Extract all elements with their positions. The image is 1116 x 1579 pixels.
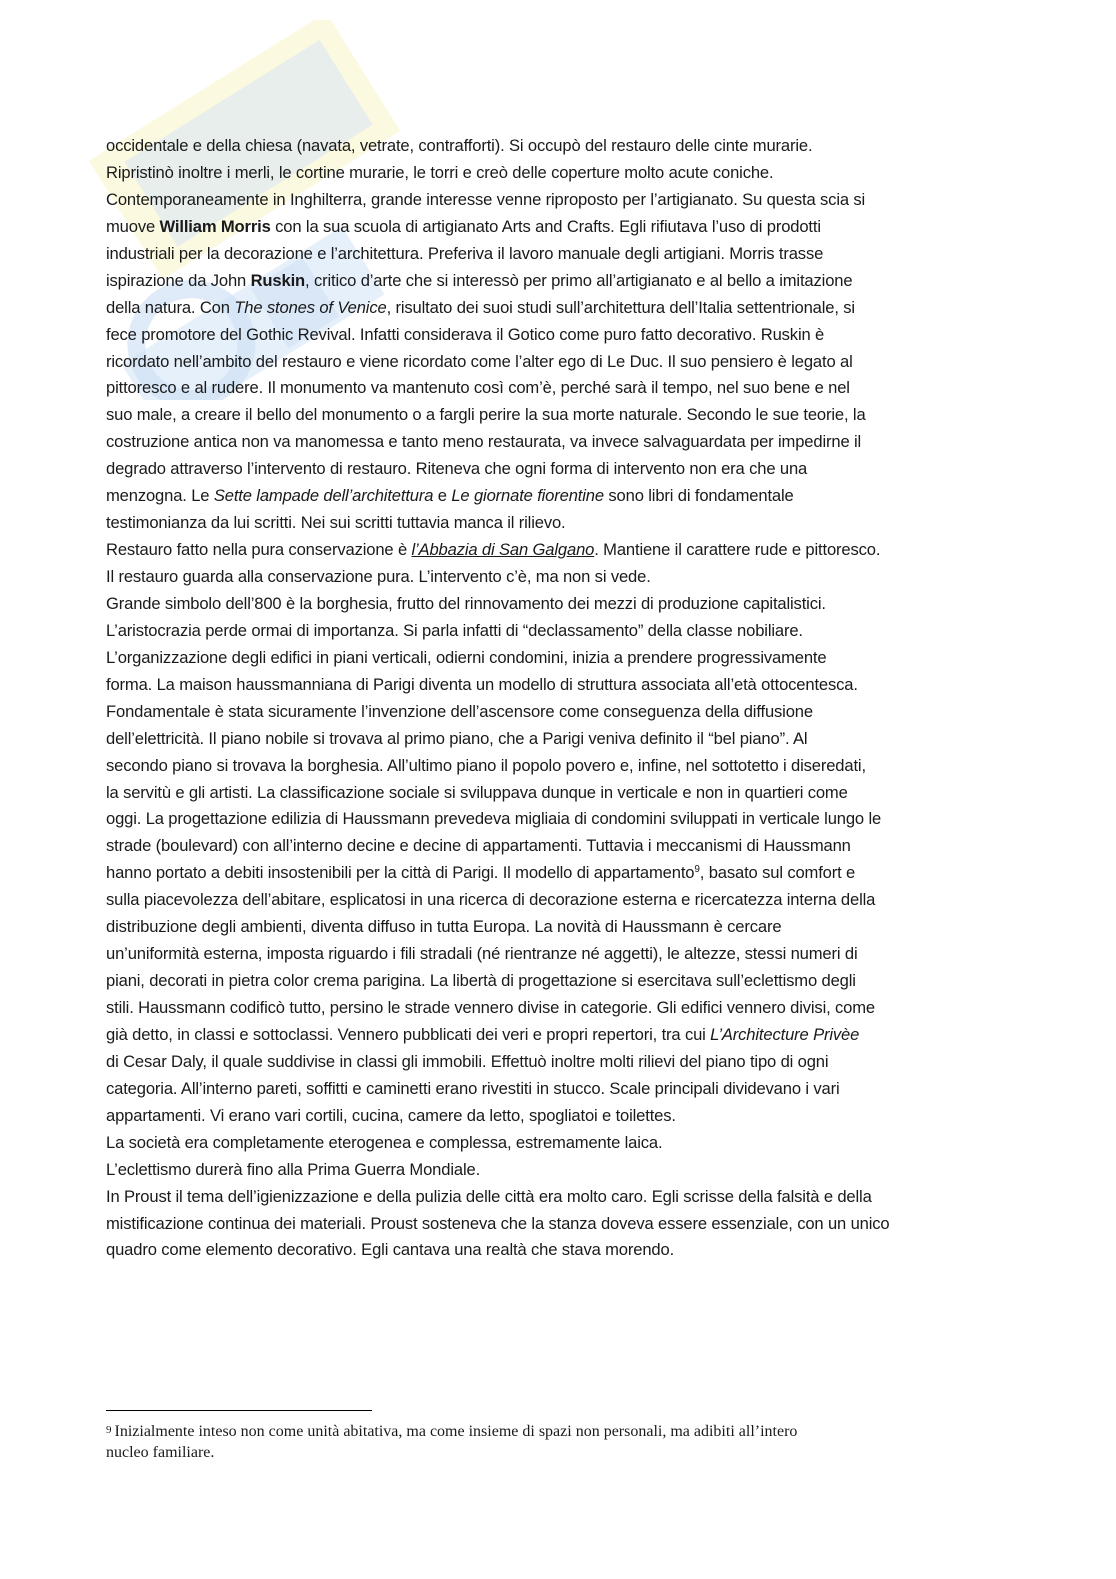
text-line: dell’elettricità. Il piano nobile si trovava al primo piano, che a Parigi veniva definito il “bel piano”. Al: [106, 728, 808, 748]
text-line: industriali per la decorazione e l’architettura. Preferiva il lavoro manuale degli artigiani. Morris trasse: [106, 243, 824, 263]
text-line: degrado attraverso l’intervento di restauro. Riteneva che ogni forma di intervento non era che una: [106, 459, 808, 479]
text-run: già detto, in classi e sottoclassi. Vennero pubblicati dei veri e propri repertori, tra cui: [106, 1024, 711, 1044]
italic-title-stones-of-venice: The stones of Venice: [234, 297, 387, 317]
text-run: sono libri di fondamentale: [603, 486, 794, 506]
text-line: La società era completamente eterogenea e complessa, estremamente laica.: [106, 1132, 663, 1152]
text-line: la servitù e gli artisti. La classificazione sociale si sviluppava dunque in verticale e non in quartieri come: [106, 782, 848, 802]
text-line: stili. Haussmann codificò tutto, persino le strade vennero divise in categorie. Gli edifici vennero divisi, come: [106, 998, 876, 1017]
text-line: quadro come elemento decorativo. Egli cantava una realtà che stava morendo.: [106, 1240, 675, 1260]
text-line: di Cesar Daly, il quale suddivise in classi gli immobili. Effettuò inoltre molti rilievi del piano tipo di ogni: [106, 1051, 829, 1071]
text-line: forma. La maison haussmanniana di Parigi diventa un modello di struttura associata all’età ottocentesca.: [106, 674, 858, 694]
text-run: Restauro fatto nella pura conservazione è: [106, 540, 412, 560]
bold-name-william-morris: William Morris: [159, 216, 271, 236]
bold-name-ruskin: Ruskin: [250, 270, 306, 290]
text-line: appartamenti. Vi erano vari cortili, cucina, camere da letto, spogliatoi e toilettes.: [106, 1105, 676, 1125]
text-run: e: [433, 486, 452, 506]
text-line: [106, 214, 1011, 241]
footnote: [106, 1420, 1011, 1463]
text-line: L’eclettismo durerà fino alla Prima Guerra Mondiale.: [106, 1159, 481, 1179]
text-run: , risultato dei suoi studi sull’architettura dell’Italia settentrionale, si: [386, 297, 855, 317]
text-line: Ripristinò inoltre i merli, le cortine murarie, le torri e creò delle coperture molto acute coniche.: [106, 162, 774, 182]
text-line: oggi. La progettazione edilizia di Haussmann prevedeva migliaia di condomini sviluppati in verticale lungo le: [106, 809, 882, 829]
footnote-reference[interactable]: 9: [694, 864, 700, 876]
text-line: ricordato nell’ambito del restauro e viene ricordato come l’alter ego di Le Duc. Il suo pensiero è legato al: [106, 351, 853, 371]
text-line: un’uniformità esterna, imposta riguardo i fili stradali (né rientranze né aggetti), le altezze, stessi numeri di: [106, 944, 858, 964]
text-line: Fondamentale è stata sicuramente l’invenzione dell’ascensore come conseguenza della diffusione: [106, 701, 813, 721]
text-line: [106, 295, 1011, 322]
footnote-text: Inizialmente inteso non come unità abitativa, ma come insieme di spazi non personali, ma adibiti all’intero: [114, 1423, 798, 1440]
text-run: , basato sul comfort e: [699, 863, 856, 883]
text-run: con la sua scuola di artigianato Arts and Crafts. Egli rifiutava l’uso di prodotti: [270, 216, 821, 236]
text-line: categoria. All’interno pareti, soffitti e caminetti erano rivestiti in stucco. Scale principali dividevano i vari: [106, 1078, 840, 1098]
text-line: occidentale e della chiesa (navata, vetrate, contrafforti). Si occupò del restauro delle cinte murarie.: [106, 136, 813, 155]
text-line: [106, 537, 1011, 564]
text-line: Grande simbolo dell’800 è la borghesia, frutto del rinnovamento dei mezzi di produzione capitalistici.: [106, 593, 826, 613]
text-line: [106, 1022, 1011, 1049]
text-line: pittoresco e al rudere. Il monumento va mantenuto così com’è, perché sarà il tempo, nel suo bene e nel: [106, 378, 850, 398]
footnote-divider: [106, 1410, 372, 1411]
italic-title-giornate-fiorentine: Le giornate fiorentine: [451, 486, 604, 506]
footnote-line: nucleo familiare.: [106, 1444, 215, 1461]
text-run: . Mantiene il carattere rude e pittoresco.: [594, 540, 881, 560]
text-line: L’organizzazione degli edifici in piani verticali, odierni condomini, inizia a prendere progressivamente: [106, 647, 827, 667]
text-line: [106, 483, 1011, 510]
text-run: , critico d’arte che si interessò per primo all’artigianato e al bello a imitazione: [305, 270, 853, 290]
text-line: piani, decorati in pietra color crema parigina. La libertà di progettazione si esercitava sull’eclettismo degli: [106, 971, 856, 991]
text-line: strade (boulevard) con all’interno decine e decine di appartamenti. Tuttavia i meccanismi di Haussmann: [106, 836, 851, 856]
text-run: hanno portato a debiti insostenibili per la città di Parigi. Il modello di appartamento: [106, 863, 695, 883]
footnote-line: [106, 1420, 1011, 1442]
text-line: fece promotore del Gothic Revival. Infatti considerava il Gotico come puro fatto decorativo. Ruskin è: [106, 324, 825, 344]
text-line: mistificazione continua dei materiali. Proust sosteneva che la stanza doveva essere essenziale, con un unico: [106, 1213, 890, 1233]
text-line: L’aristocrazia perde ormai di importanza. Si parla infatti di “declassamento” della classe nobiliare.: [106, 620, 803, 640]
text-line: [106, 268, 1011, 295]
text-line: secondo piano si trovava la borghesia. All’ultimo piano il popolo povero e, infine, nel sottotetto i diseredati,: [106, 755, 866, 775]
text-run: ispirazione da John: [106, 270, 251, 290]
text-run: della natura. Con: [106, 297, 235, 317]
text-line: distribuzione degli ambienti, diventa diffuso in tutta Europa. La novità di Haussmann è cercare: [106, 917, 782, 937]
text-line: In Proust il tema dell’igienizzazione e della pulizia delle città era molto caro. Egli scrisse della falsità e della: [106, 1186, 872, 1206]
italic-title-architecture-privee: L’Architecture Privèe: [710, 1024, 860, 1044]
text-line: sulla piacevolezza dell’abitare, esplicatosi in una ricerca di decorazione esterna e ricercatezza interna della: [106, 890, 876, 910]
text-line: suo male, a creare il bello del monumento o a fargli perire la sua morte naturale. Secondo le sue teorie, la: [106, 405, 866, 425]
text-run: muove: [106, 216, 160, 236]
text-line: costruzione antica non va manomessa e tanto meno restaurata, va invece salvaguardata per impedirne il: [106, 432, 862, 452]
text-line: [106, 860, 1011, 887]
text-line: testimonianza da lui scritti. Nei sui scritti tuttavia manca il rilievo.: [106, 513, 566, 533]
footnote-number: 9: [106, 1424, 112, 1436]
italic-title-sette-lampade: Sette lampade dell’architettura: [213, 486, 434, 506]
text-line: Contemporaneamente in Inghilterra, grande interesse venne riproposto per l’artigianato. Su questa scia si: [106, 189, 866, 209]
body-text: [106, 133, 1011, 1264]
underlined-abbazia-san-galgano: l’Abbazia di San Galgano: [411, 540, 595, 560]
text-line: Il restauro guarda alla conservazione pura. L’intervento c’è, ma non si vede.: [106, 567, 651, 586]
text-run: menzogna. Le: [106, 486, 214, 506]
